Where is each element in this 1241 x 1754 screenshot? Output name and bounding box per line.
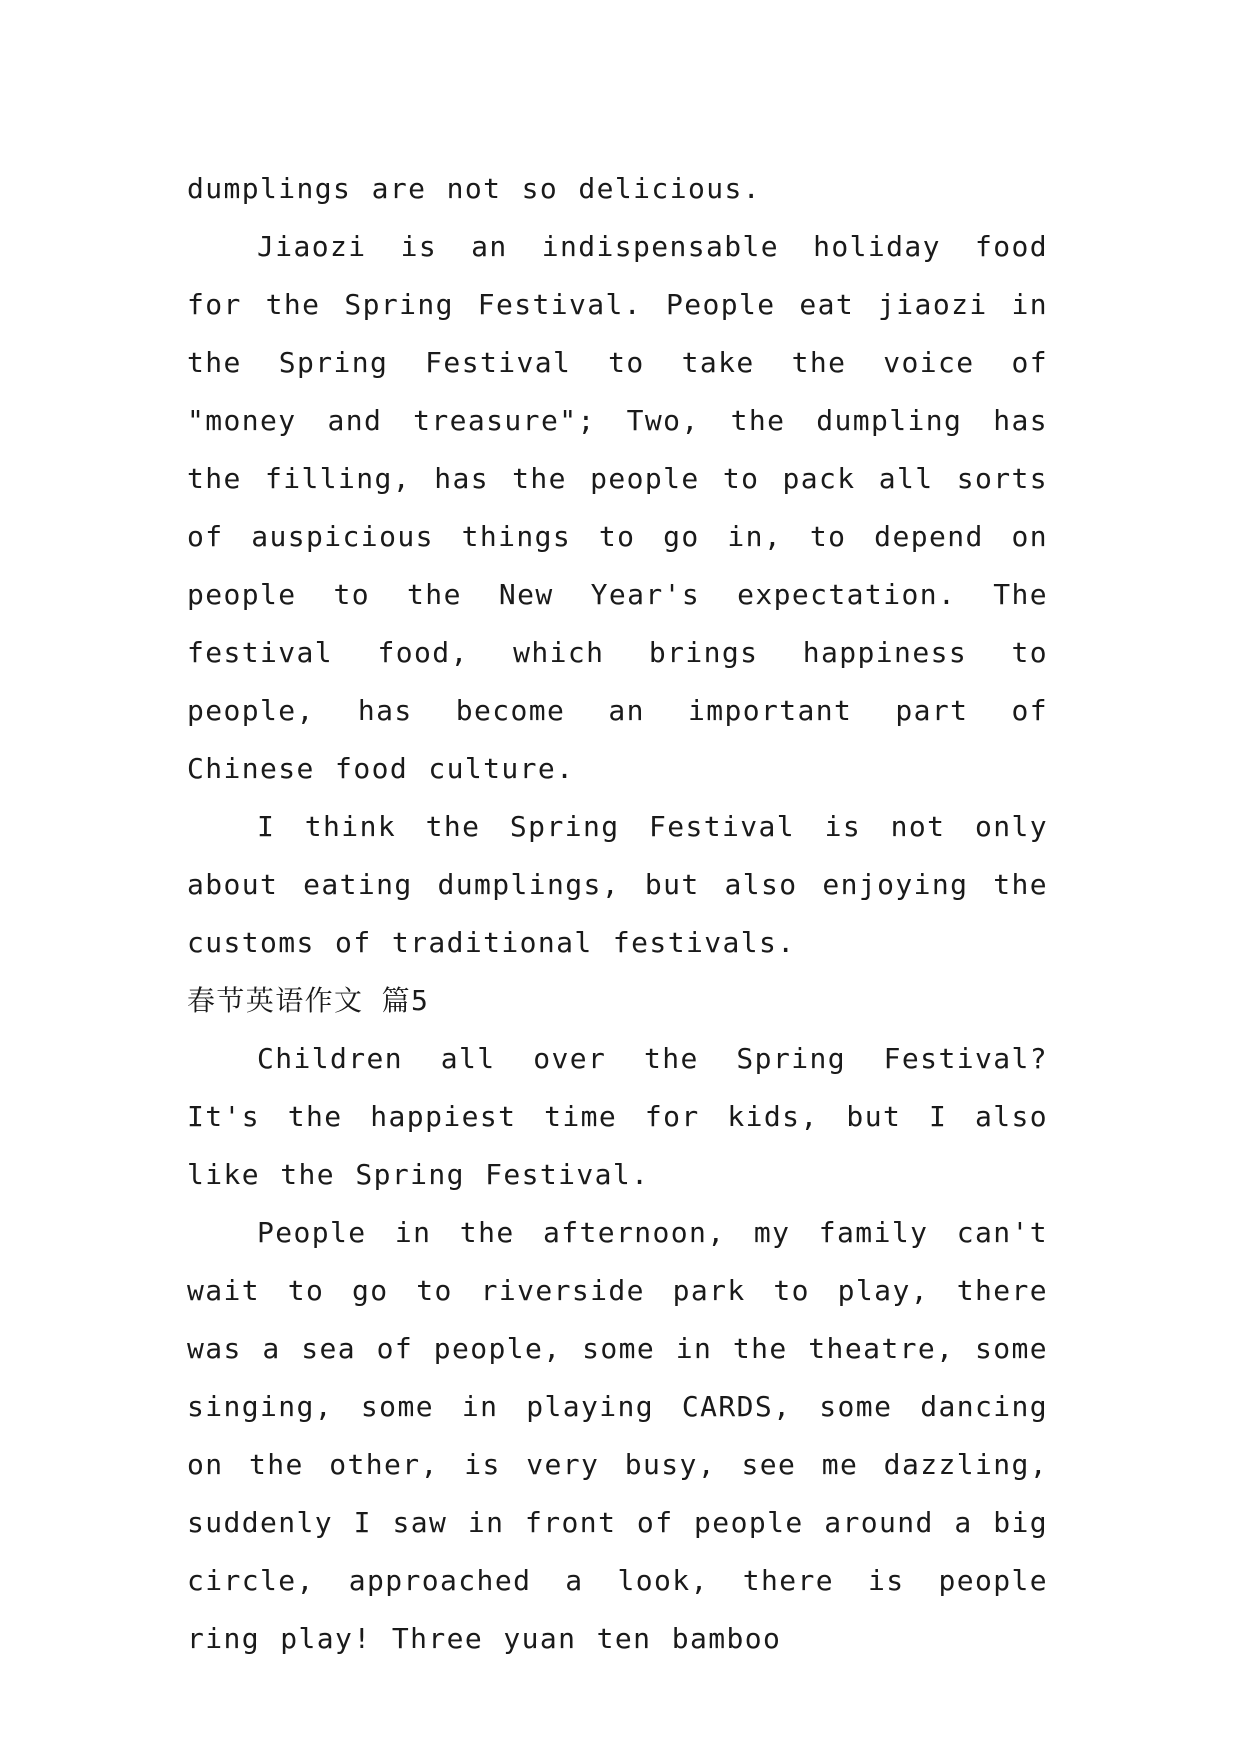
- continuation-paragraph: dumplings are not so delicious.: [187, 172, 761, 205]
- paragraph-jiaozi: Jiaozi is an indispensable holiday food for the Spring Festival. People eat jiaozi in the Spring Festival to take the voice of "money and treasure"; Two, the dumpling has the filling, has the people to pack all sorts of auspicious things to go in, to depend on people to the New Year's expectation. The festival food, which brings happiness to people, has become an important part of Chinese food culture.: [187, 230, 1048, 785]
- paragraph-children: Children all over the Spring Festival? It's the happiest time for kids, but I also like the Spring Festival.: [187, 1042, 1048, 1191]
- paragraph-people: People in the afternoon, my family can't wait to go to riverside park to play, there was a sea of people, some in the theatre, some singing, some in playing CARDS, some dancing on the other, is very busy, see me dazzling, suddenly I saw in front of people around a big circle, approached a look, there is people ring play! Three yuan ten bamboo: [187, 1216, 1048, 1655]
- paragraph-think: I think the Spring Festival is not only about eating dumplings, but also enjoying the customs of traditional festivals.: [187, 810, 1048, 959]
- document-body: [187, 160, 1048, 1668]
- section-heading: 春节英语作文 篇5: [187, 984, 430, 1017]
